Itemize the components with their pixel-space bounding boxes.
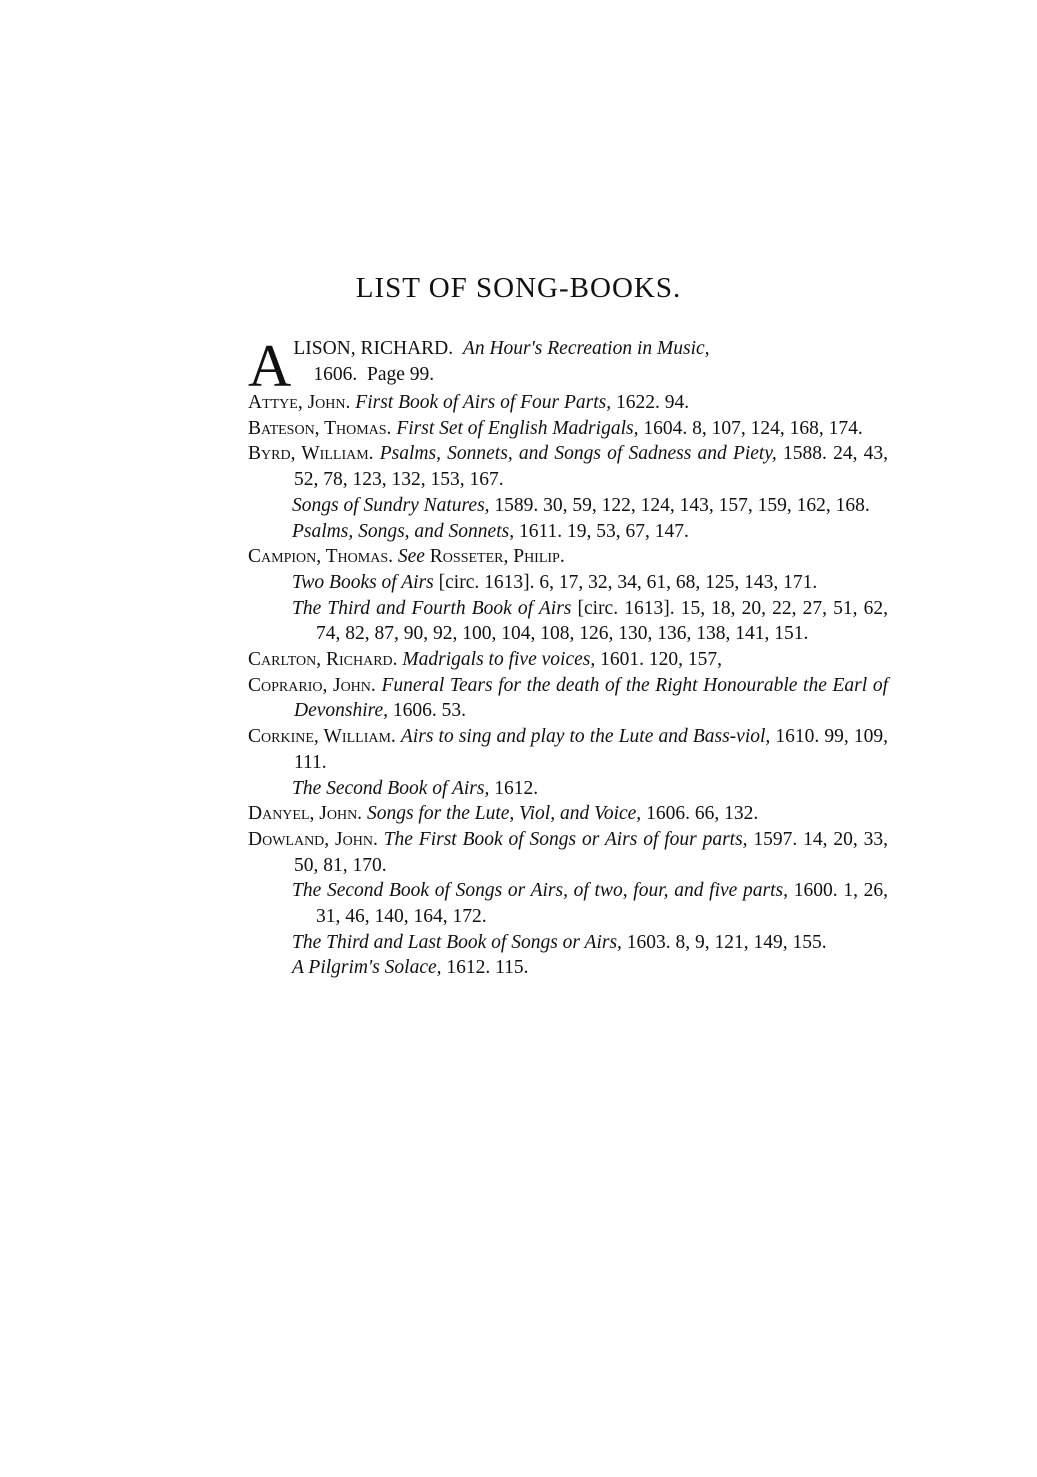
index-subentry-dowland-pilgrim — [248, 955, 888, 981]
entry-title: The Third and Last Book of Songs or Airs, — [292, 931, 622, 953]
entry-title: An Hour's Recreation in Music, — [462, 338, 710, 359]
entry-title: A Pilgrim's Solace, — [292, 957, 442, 979]
see-reference: Rosseter, Philip. — [429, 546, 565, 568]
entry-pages: 1603. 8, 9, 121, 149, 155. — [626, 931, 827, 953]
entry-title: The Second Book of Songs or Airs, of two, four, and five parts, — [292, 880, 789, 902]
index-subentry-dowland-third — [248, 930, 888, 956]
entry-date: 1606. — [313, 363, 358, 385]
entry-pages: 1612. 115. — [446, 957, 529, 979]
entry-title: Psalms, Sonnets, and Songs of Sadness and Piety, — [379, 443, 777, 465]
entry-author: Corkine, William. — [248, 726, 396, 748]
entry-pages: [circ. 1613]. 6, 17, 32, 34, 61, 68, 125, 143, 171. — [438, 571, 818, 593]
entry-author: Campion, Thomas. — [248, 546, 393, 568]
entry-pages: 1622. 94. — [616, 392, 690, 413]
entry-author: Carlton, Richard. — [248, 649, 398, 671]
entry-pages: 1604. 8, 107, 124, 168, 174. — [643, 417, 863, 439]
index-subentry-byrd-sundry — [248, 493, 888, 519]
entry-author: Bateson, Thomas. — [248, 417, 392, 439]
entry-author: Danyel, John. — [248, 803, 363, 825]
entry-title: Songs of Sundry Natures, — [292, 494, 490, 516]
index-entry-campion — [248, 544, 888, 570]
index-subentry-byrd-psalms — [248, 519, 888, 545]
entry-author: Dowland, John. — [248, 828, 378, 850]
entry-pages: 1606. 66, 132. — [646, 803, 759, 825]
entry-pages: 1611. 19, 53, 67, 147. — [518, 520, 689, 542]
index-entry-coprario — [248, 673, 888, 724]
entry-title: Airs to sing and play to the Lute and Bass-viol, — [400, 726, 771, 748]
entry-title: The Third and Fourth Book of Airs — [292, 597, 572, 619]
entry-pages: Page 99. — [366, 363, 435, 385]
index-subentry-campion-two-books — [248, 570, 888, 596]
entry-title: Psalms, Songs, and Sonnets, — [292, 520, 515, 542]
entry-title: Two Books of Airs — [292, 571, 434, 593]
index-subentry-campion-third-fourth — [248, 596, 888, 647]
entry-pages: 1588. 24, 43, 52, 78, 123, 132, 153, 167. — [294, 443, 889, 491]
entry-title: The First Book of Songs or Airs of four parts, — [383, 828, 748, 850]
index-subentry-corkine-second — [248, 776, 888, 802]
entry-pages: 1601. 120, 157, — [600, 649, 722, 671]
entry-pages: 1600. 1, 26, 31, 46, 140, 164, 172. — [316, 880, 889, 928]
entry-author: Coprario, John. — [248, 674, 376, 696]
entry-pages: 1597. 14, 20, 33, 50, 81, 170. — [294, 828, 888, 876]
index-entry-bateson — [248, 416, 888, 442]
entry-title: First Set of English Madrigals, — [396, 417, 639, 439]
entry-pages: [circ. 1613]. 15, 18, 20, 22, 27, 51, 62, 74, 82, 87, 90, 92, 100, 104, 108, 126, 130, 136, 138, 141, 151. — [316, 597, 889, 645]
index-entry-danyel — [248, 801, 888, 827]
index-entry-carlton — [248, 647, 888, 673]
entry-author: Byrd, William. — [248, 443, 374, 465]
song-book-index — [248, 333, 889, 981]
index-entry-byrd — [248, 441, 888, 492]
entry-title: Funeral Tears for the death of the Right Honourable the Earl of Devonshire, — [294, 674, 888, 722]
see-label: See — [397, 546, 425, 568]
drop-cap: A — [248, 333, 292, 399]
index-entry-corkine — [248, 724, 888, 775]
index-subentry-dowland-second — [248, 878, 888, 929]
entry-title: Songs for the Lute, Viol, and Voice, — [366, 803, 642, 825]
entry-pages: 1612. — [494, 777, 539, 799]
entry-author: LISON, RICHARD. — [293, 338, 454, 359]
entry-pages: 1606. 53. — [392, 700, 467, 722]
index-entry-dowland — [248, 827, 888, 878]
index-entry-attye — [248, 390, 888, 416]
entry-author: Attye, John. — [248, 392, 351, 413]
entry-pages: 1610. 99, 109, 111. — [294, 726, 889, 773]
entry-pages: 1589. 30, 59, 122, 124, 143, 157, 159, 162, 168. — [494, 494, 870, 516]
index-entry-alison — [248, 333, 888, 399]
entry-title: Madrigals to five voices, — [402, 649, 596, 671]
entry-title: First Book of Airs of Four Parts, — [355, 392, 612, 413]
entry-title: The Second Book of Airs, — [292, 777, 490, 799]
page-title: LIST OF SONG-BOOKS. — [355, 272, 682, 304]
